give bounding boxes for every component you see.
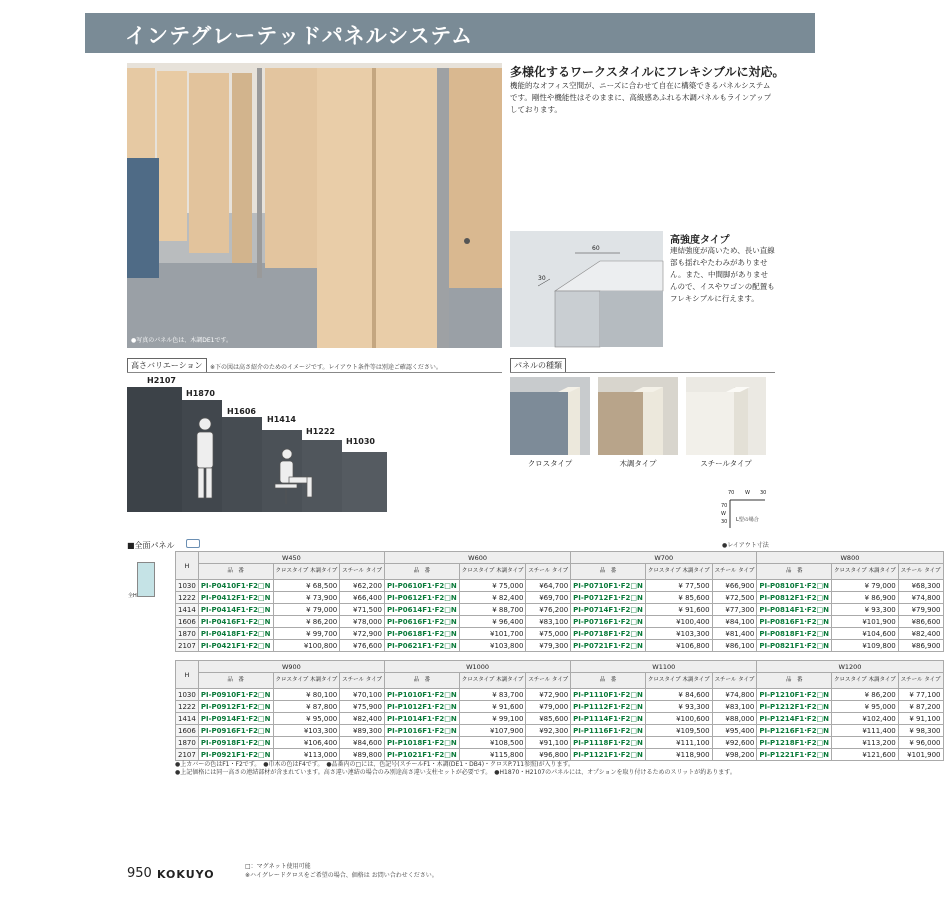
price-steel: ¥66,400 (340, 592, 385, 604)
col-cross-header: クロスタイプ 木調タイプ (273, 673, 340, 689)
col-model-header: 品 番 (757, 564, 832, 580)
price-cross-wood: ¥106,400 (273, 737, 340, 749)
model-number: PI-P0721F1·F2□N (571, 640, 646, 652)
col-h-header: H (176, 552, 199, 580)
model-number: PI-P0712F1·F2□N (571, 592, 646, 604)
panel-joint-illustration (510, 231, 663, 347)
footnote-2: ●上記価格には同一高さの連結部材が含まれています。高さ違い連結の場合のみ別途高さ違い支柱セットが必要です。 ●H1870・H2107のパネルには、オプションを取り付けるためのスリットが約あります。 (175, 769, 736, 776)
model-number: PI-P0910F1·F2□N (198, 689, 273, 701)
price-cross-wood: ¥ 99,700 (273, 628, 340, 640)
price-steel: ¥84,600 (340, 737, 385, 749)
col-cross-header: クロスタイプ 木調タイプ (645, 564, 712, 580)
model-number: PI-P0410F1·F2□N (198, 580, 273, 592)
price-cross-wood: ¥ 75,000 (459, 580, 526, 592)
col-model-header: 品 番 (757, 673, 832, 689)
model-number: PI-P1014F1·F2□N (385, 713, 460, 725)
high-strength-body: 連結強度が高いため、長い直線部も揺れやたわみがありません。また、中間脚がありませんので、イスやワゴンの配置もフレキシブルに行えます。 (670, 246, 775, 303)
price-cross-wood: ¥ 68,500 (273, 580, 340, 592)
col-model-header: 品 番 (198, 673, 273, 689)
price-cross-wood: ¥ 85,600 (645, 592, 712, 604)
layout-dim-w: W (745, 490, 750, 496)
price-cross-wood: ¥ 79,000 (832, 580, 899, 592)
model-number: PI-P1210F1·F2□N (757, 689, 832, 701)
col-cross-header: クロスタイプ 木調タイプ (832, 673, 899, 689)
price-steel: ¥89,800 (340, 749, 385, 761)
price-steel: ¥76,600 (340, 640, 385, 652)
price-steel: ¥79,300 (526, 640, 571, 652)
col-steel-header: スチール タイプ (898, 673, 943, 689)
width-header: W800 (757, 552, 943, 564)
price-steel: ¥72,500 (712, 592, 757, 604)
layout-side-70: 70 (721, 503, 728, 509)
height-cell: 1030 (176, 580, 199, 592)
price-cross-wood: ¥100,400 (645, 616, 712, 628)
price-steel: ¥82,400 (898, 628, 943, 640)
price-steel: ¥101,900 (898, 749, 943, 761)
col-model-header: 品 番 (198, 564, 273, 580)
height-variation-note: ※下の図は高さ紹介のためのイメージです。レイアウト条件等は別途ご確認ください。 (210, 364, 442, 371)
model-number: PI-P1118F1·F2□N (571, 737, 646, 749)
table-row (176, 640, 944, 652)
full-panel-label: ■全面パネル (127, 541, 175, 550)
panel-type-cross-image (510, 377, 590, 455)
footer-legend: □：マグネット使用可能 (245, 863, 311, 870)
model-number: PI-P0912F1·F2□N (198, 701, 273, 713)
model-number: PI-P0916F1·F2□N (198, 725, 273, 737)
model-number: PI-P1016F1·F2□N (385, 725, 460, 737)
model-number: PI-P0812F1·F2□N (757, 592, 832, 604)
model-number: PI-P1221F1·F2□N (757, 749, 832, 761)
office-photo (127, 63, 502, 348)
height-cell: 1870 (176, 737, 199, 749)
price-steel: ¥83,100 (712, 701, 757, 713)
col-steel-header: スチール タイプ (712, 564, 757, 580)
model-number: PI-P1114F1·F2□N (571, 713, 646, 725)
panel-type-steel-caption: スチールタイプ (700, 459, 752, 468)
price-cross-wood: ¥102,400 (832, 713, 899, 725)
height-cell: 1222 (176, 592, 199, 604)
model-number: PI-P0921F1·F2□N (198, 749, 273, 761)
height-cell: 2107 (176, 749, 199, 761)
price-cross-wood: ¥ 82,400 (459, 592, 526, 604)
price-steel: ¥85,600 (526, 713, 571, 725)
price-cross-wood: ¥ 86,200 (832, 689, 899, 701)
col-cross-header: クロスタイプ 木調タイプ (459, 673, 526, 689)
office-photo-illustration (127, 63, 502, 348)
col-steel-header: スチール タイプ (340, 564, 385, 580)
price-cross-wood: ¥ 96,400 (459, 616, 526, 628)
layout-side-30: 30 (721, 519, 728, 525)
col-cross-header: クロスタイプ 木調タイプ (273, 564, 340, 580)
price-steel: ¥75,900 (340, 701, 385, 713)
price-steel: ¥ 91,100 (898, 713, 943, 725)
price-cross-wood: ¥104,600 (832, 628, 899, 640)
price-steel: ¥92,300 (526, 725, 571, 737)
price-cross-wood: ¥121,600 (832, 749, 899, 761)
model-number: PI-P0614F1·F2□N (385, 604, 460, 616)
height-variation-figure (127, 372, 502, 512)
layout-dim-70: 70 (728, 490, 735, 496)
full-panel-swatch-label: 全H (128, 593, 137, 599)
magnet-icon (186, 539, 200, 548)
price-cross-wood: ¥106,800 (645, 640, 712, 652)
model-number: PI-P1018F1·F2□N (385, 737, 460, 749)
price-cross-wood: ¥115,800 (459, 749, 526, 761)
photo-caption: ●写真のパネル色は、木調DE1です。 (131, 337, 232, 344)
col-cross-header: クロスタイプ 木調タイプ (645, 673, 712, 689)
col-steel-header: スチール タイプ (340, 673, 385, 689)
model-number: PI-P0716F1·F2□N (571, 616, 646, 628)
price-steel: ¥75,000 (526, 628, 571, 640)
price-cross-wood: ¥ 87,800 (273, 701, 340, 713)
price-cross-wood: ¥ 91,600 (645, 604, 712, 616)
model-number: PI-P0621F1·F2□N (385, 640, 460, 652)
price-steel: ¥86,900 (898, 640, 943, 652)
model-number: PI-P0818F1·F2□N (757, 628, 832, 640)
price-cross-wood: ¥103,300 (273, 725, 340, 737)
col-model-header: 品 番 (385, 673, 460, 689)
layout-caption: L型の場合 (736, 517, 759, 523)
model-number: PI-P1214F1·F2□N (757, 713, 832, 725)
price-cross-wood: ¥101,900 (832, 616, 899, 628)
price-cross-wood: ¥ 77,500 (645, 580, 712, 592)
model-number: PI-P1218F1·F2□N (757, 737, 832, 749)
header-bar (85, 13, 815, 53)
price-cross-wood: ¥109,800 (832, 640, 899, 652)
price-cross-wood: ¥ 88,700 (459, 604, 526, 616)
layout-dimension-figure (720, 490, 770, 530)
price-steel: ¥89,300 (340, 725, 385, 737)
price-table-1 (175, 551, 944, 652)
layout-note: ●レイアウト寸法 (722, 542, 769, 549)
price-cross-wood: ¥111,400 (832, 725, 899, 737)
model-number: PI-P0414F1·F2□N (198, 604, 273, 616)
price-steel: ¥64,700 (526, 580, 571, 592)
table-row (176, 713, 944, 725)
price-cross-wood: ¥118,900 (645, 749, 712, 761)
price-steel: ¥74,800 (712, 689, 757, 701)
model-number: PI-P0421F1·F2□N (198, 640, 273, 652)
price-cross-wood: ¥108,500 (459, 737, 526, 749)
price-cross-wood: ¥100,800 (273, 640, 340, 652)
divider (510, 372, 775, 373)
price-steel: ¥82,400 (340, 713, 385, 725)
price-steel: ¥79,000 (526, 701, 571, 713)
price-steel: ¥86,600 (898, 616, 943, 628)
price-steel: ¥ 87,200 (898, 701, 943, 713)
price-steel: ¥76,200 (526, 604, 571, 616)
price-cross-wood: ¥ 84,600 (645, 689, 712, 701)
col-steel-header: スチール タイプ (526, 673, 571, 689)
price-cross-wood: ¥ 73,900 (273, 592, 340, 604)
model-number: PI-P0718F1·F2□N (571, 628, 646, 640)
price-steel: ¥68,300 (898, 580, 943, 592)
brand-logo: KOKUYO (157, 868, 215, 881)
price-cross-wood: ¥ 93,300 (645, 701, 712, 713)
col-model-header: 品 番 (385, 564, 460, 580)
price-cross-wood: ¥103,300 (645, 628, 712, 640)
price-steel: ¥91,100 (526, 737, 571, 749)
table-row (176, 604, 944, 616)
price-steel: ¥79,900 (898, 604, 943, 616)
width-header: W900 (198, 661, 384, 673)
model-number: PI-P0914F1·F2□N (198, 713, 273, 725)
model-number: PI-P0814F1·F2□N (757, 604, 832, 616)
model-number: PI-P1021F1·F2□N (385, 749, 460, 761)
model-number: PI-P0821F1·F2□N (757, 640, 832, 652)
model-number: PI-P1012F1·F2□N (385, 701, 460, 713)
price-steel: ¥77,300 (712, 604, 757, 616)
model-number: PI-P0810F1·F2□N (757, 580, 832, 592)
height-cell: 1606 (176, 616, 199, 628)
height-cell: 1414 (176, 713, 199, 725)
col-model-header: 品 番 (571, 564, 646, 580)
model-number: PI-P1110F1·F2□N (571, 689, 646, 701)
price-steel: ¥ 77,100 (898, 689, 943, 701)
height-cell: 1870 (176, 628, 199, 640)
price-steel: ¥66,900 (712, 580, 757, 592)
table-row (176, 580, 944, 592)
panel-type-wood-image (598, 377, 678, 455)
price-cross-wood: ¥113,000 (273, 749, 340, 761)
table-row (176, 689, 944, 701)
price-steel: ¥78,000 (340, 616, 385, 628)
width-header: W600 (385, 552, 571, 564)
model-number: PI-P0918F1·F2□N (198, 737, 273, 749)
dim-30: 30 (538, 275, 546, 282)
model-number: PI-P0612F1·F2□N (385, 592, 460, 604)
height-panels-illustration (127, 372, 502, 512)
width-header: W1000 (385, 661, 571, 673)
price-cross-wood: ¥ 91,600 (459, 701, 526, 713)
price-cross-wood: ¥109,500 (645, 725, 712, 737)
panel-type-steel-image (686, 377, 766, 455)
price-cross-wood: ¥113,200 (832, 737, 899, 749)
price-cross-wood: ¥ 95,000 (273, 713, 340, 725)
price-steel: ¥ 98,300 (898, 725, 943, 737)
col-cross-header: クロスタイプ 木調タイプ (459, 564, 526, 580)
model-number: PI-P0710F1·F2□N (571, 580, 646, 592)
panel-type-cross-caption: クロスタイプ (527, 459, 573, 468)
price-steel: ¥88,000 (712, 713, 757, 725)
panel-type-wood-caption: 木調タイプ (619, 459, 657, 468)
price-steel: ¥96,800 (526, 749, 571, 761)
intro-heading: 多様化するワークスタイルにフレキシブルに対応。 (510, 65, 785, 79)
price-cross-wood: ¥ 95,000 (832, 701, 899, 713)
price-steel: ¥74,800 (898, 592, 943, 604)
height-label-1870: H1870 (186, 389, 215, 398)
price-steel: ¥62,200 (340, 580, 385, 592)
model-number: PI-P1116F1·F2□N (571, 725, 646, 737)
table-row (176, 725, 944, 737)
price-steel: ¥ 96,000 (898, 737, 943, 749)
price-cross-wood: ¥107,900 (459, 725, 526, 737)
price-cross-wood: ¥ 79,000 (273, 604, 340, 616)
height-cell: 1606 (176, 725, 199, 737)
price-steel: ¥69,700 (526, 592, 571, 604)
high-strength-title: 高強度タイプ (670, 235, 730, 246)
model-number: PI-P0610F1·F2□N (385, 580, 460, 592)
table-row (176, 592, 944, 604)
price-cross-wood: ¥ 93,300 (832, 604, 899, 616)
layout-dim-30: 30 (760, 490, 767, 496)
dim-60: 60 (592, 245, 600, 252)
high-strength-diagram (510, 231, 663, 347)
table-row (176, 628, 944, 640)
height-cell: 1222 (176, 701, 199, 713)
model-number: PI-P1112F1·F2□N (571, 701, 646, 713)
price-steel: ¥86,100 (712, 640, 757, 652)
width-header: W1200 (757, 661, 943, 673)
model-number: PI-P0412F1·F2□N (198, 592, 273, 604)
price-steel: ¥81,400 (712, 628, 757, 640)
price-cross-wood: ¥ 99,100 (459, 713, 526, 725)
height-label-1030: H1030 (346, 437, 375, 446)
price-cross-wood: ¥ 86,200 (273, 616, 340, 628)
price-cross-wood: ¥101,700 (459, 628, 526, 640)
table-row (176, 616, 944, 628)
model-number: PI-P0816F1·F2□N (757, 616, 832, 628)
col-steel-header: スチール タイプ (898, 564, 943, 580)
model-number: PI-P1212F1·F2□N (757, 701, 832, 713)
page-number: 950 (127, 866, 152, 881)
col-h-header: H (176, 661, 199, 689)
height-label-1222: H1222 (306, 427, 335, 436)
full-panel-swatch (137, 562, 155, 597)
layout-side-w: W (721, 511, 726, 517)
intro-body: 機能的なオフィス空間が、ニーズに合わせて自在に構築できるパネルシステムです。剛性や機能性はそのままに、高級感あふれる木調パネルもラインアップしております。 (510, 81, 772, 114)
footnote-1: ●上カバーの色はF1・F2です。 ●巾木の色はF4です。 ●品番内の□には、色記号(スチールF1・木調(DE1・DB4)・クロスP.711参照)が入ります。 (175, 761, 574, 768)
price-steel: ¥83,100 (526, 616, 571, 628)
col-model-header: 品 番 (571, 673, 646, 689)
model-number: PI-P0616F1·F2□N (385, 616, 460, 628)
model-number: PI-P0418F1·F2□N (198, 628, 273, 640)
price-cross-wood: ¥111,100 (645, 737, 712, 749)
width-header: W700 (571, 552, 757, 564)
footer-note: ※ハイグレードクロスをご希望の場合、価格は お問い合わせください。 (245, 872, 438, 879)
price-steel: ¥70,100 (340, 689, 385, 701)
panel-types-label: パネルの種類 (510, 358, 566, 373)
price-steel: ¥72,900 (340, 628, 385, 640)
page-title: インテグレーテッドパネルシステム (125, 24, 474, 48)
price-steel: ¥84,100 (712, 616, 757, 628)
price-cross-wood: ¥ 83,700 (459, 689, 526, 701)
price-steel: ¥72,900 (526, 689, 571, 701)
height-label-1414: H1414 (267, 415, 296, 424)
price-steel: ¥92,600 (712, 737, 757, 749)
width-header: W1100 (571, 661, 757, 673)
model-number: PI-P1010F1·F2□N (385, 689, 460, 701)
table-row (176, 737, 944, 749)
price-steel: ¥98,200 (712, 749, 757, 761)
col-steel-header: スチール タイプ (526, 564, 571, 580)
height-cell: 1414 (176, 604, 199, 616)
height-variation-label: 高さバリエーション (127, 358, 207, 373)
height-cell: 2107 (176, 640, 199, 652)
model-number: PI-P0714F1·F2□N (571, 604, 646, 616)
height-label-1606: H1606 (227, 407, 256, 416)
model-number: PI-P1216F1·F2□N (757, 725, 832, 737)
col-cross-header: クロスタイプ 木調タイプ (832, 564, 899, 580)
width-header: W450 (198, 552, 384, 564)
model-number: PI-P0618F1·F2□N (385, 628, 460, 640)
col-steel-header: スチール タイプ (712, 673, 757, 689)
price-cross-wood: ¥ 80,100 (273, 689, 340, 701)
model-number: PI-P1121F1·F2□N (571, 749, 646, 761)
model-number: PI-P0416F1·F2□N (198, 616, 273, 628)
height-label-2107: H2107 (147, 376, 176, 385)
price-steel: ¥71,500 (340, 604, 385, 616)
price-cross-wood: ¥ 86,900 (832, 592, 899, 604)
price-table-2 (175, 660, 944, 761)
price-cross-wood: ¥103,800 (459, 640, 526, 652)
table-row (176, 701, 944, 713)
price-steel: ¥95,400 (712, 725, 757, 737)
height-cell: 1030 (176, 689, 199, 701)
price-cross-wood: ¥100,600 (645, 713, 712, 725)
